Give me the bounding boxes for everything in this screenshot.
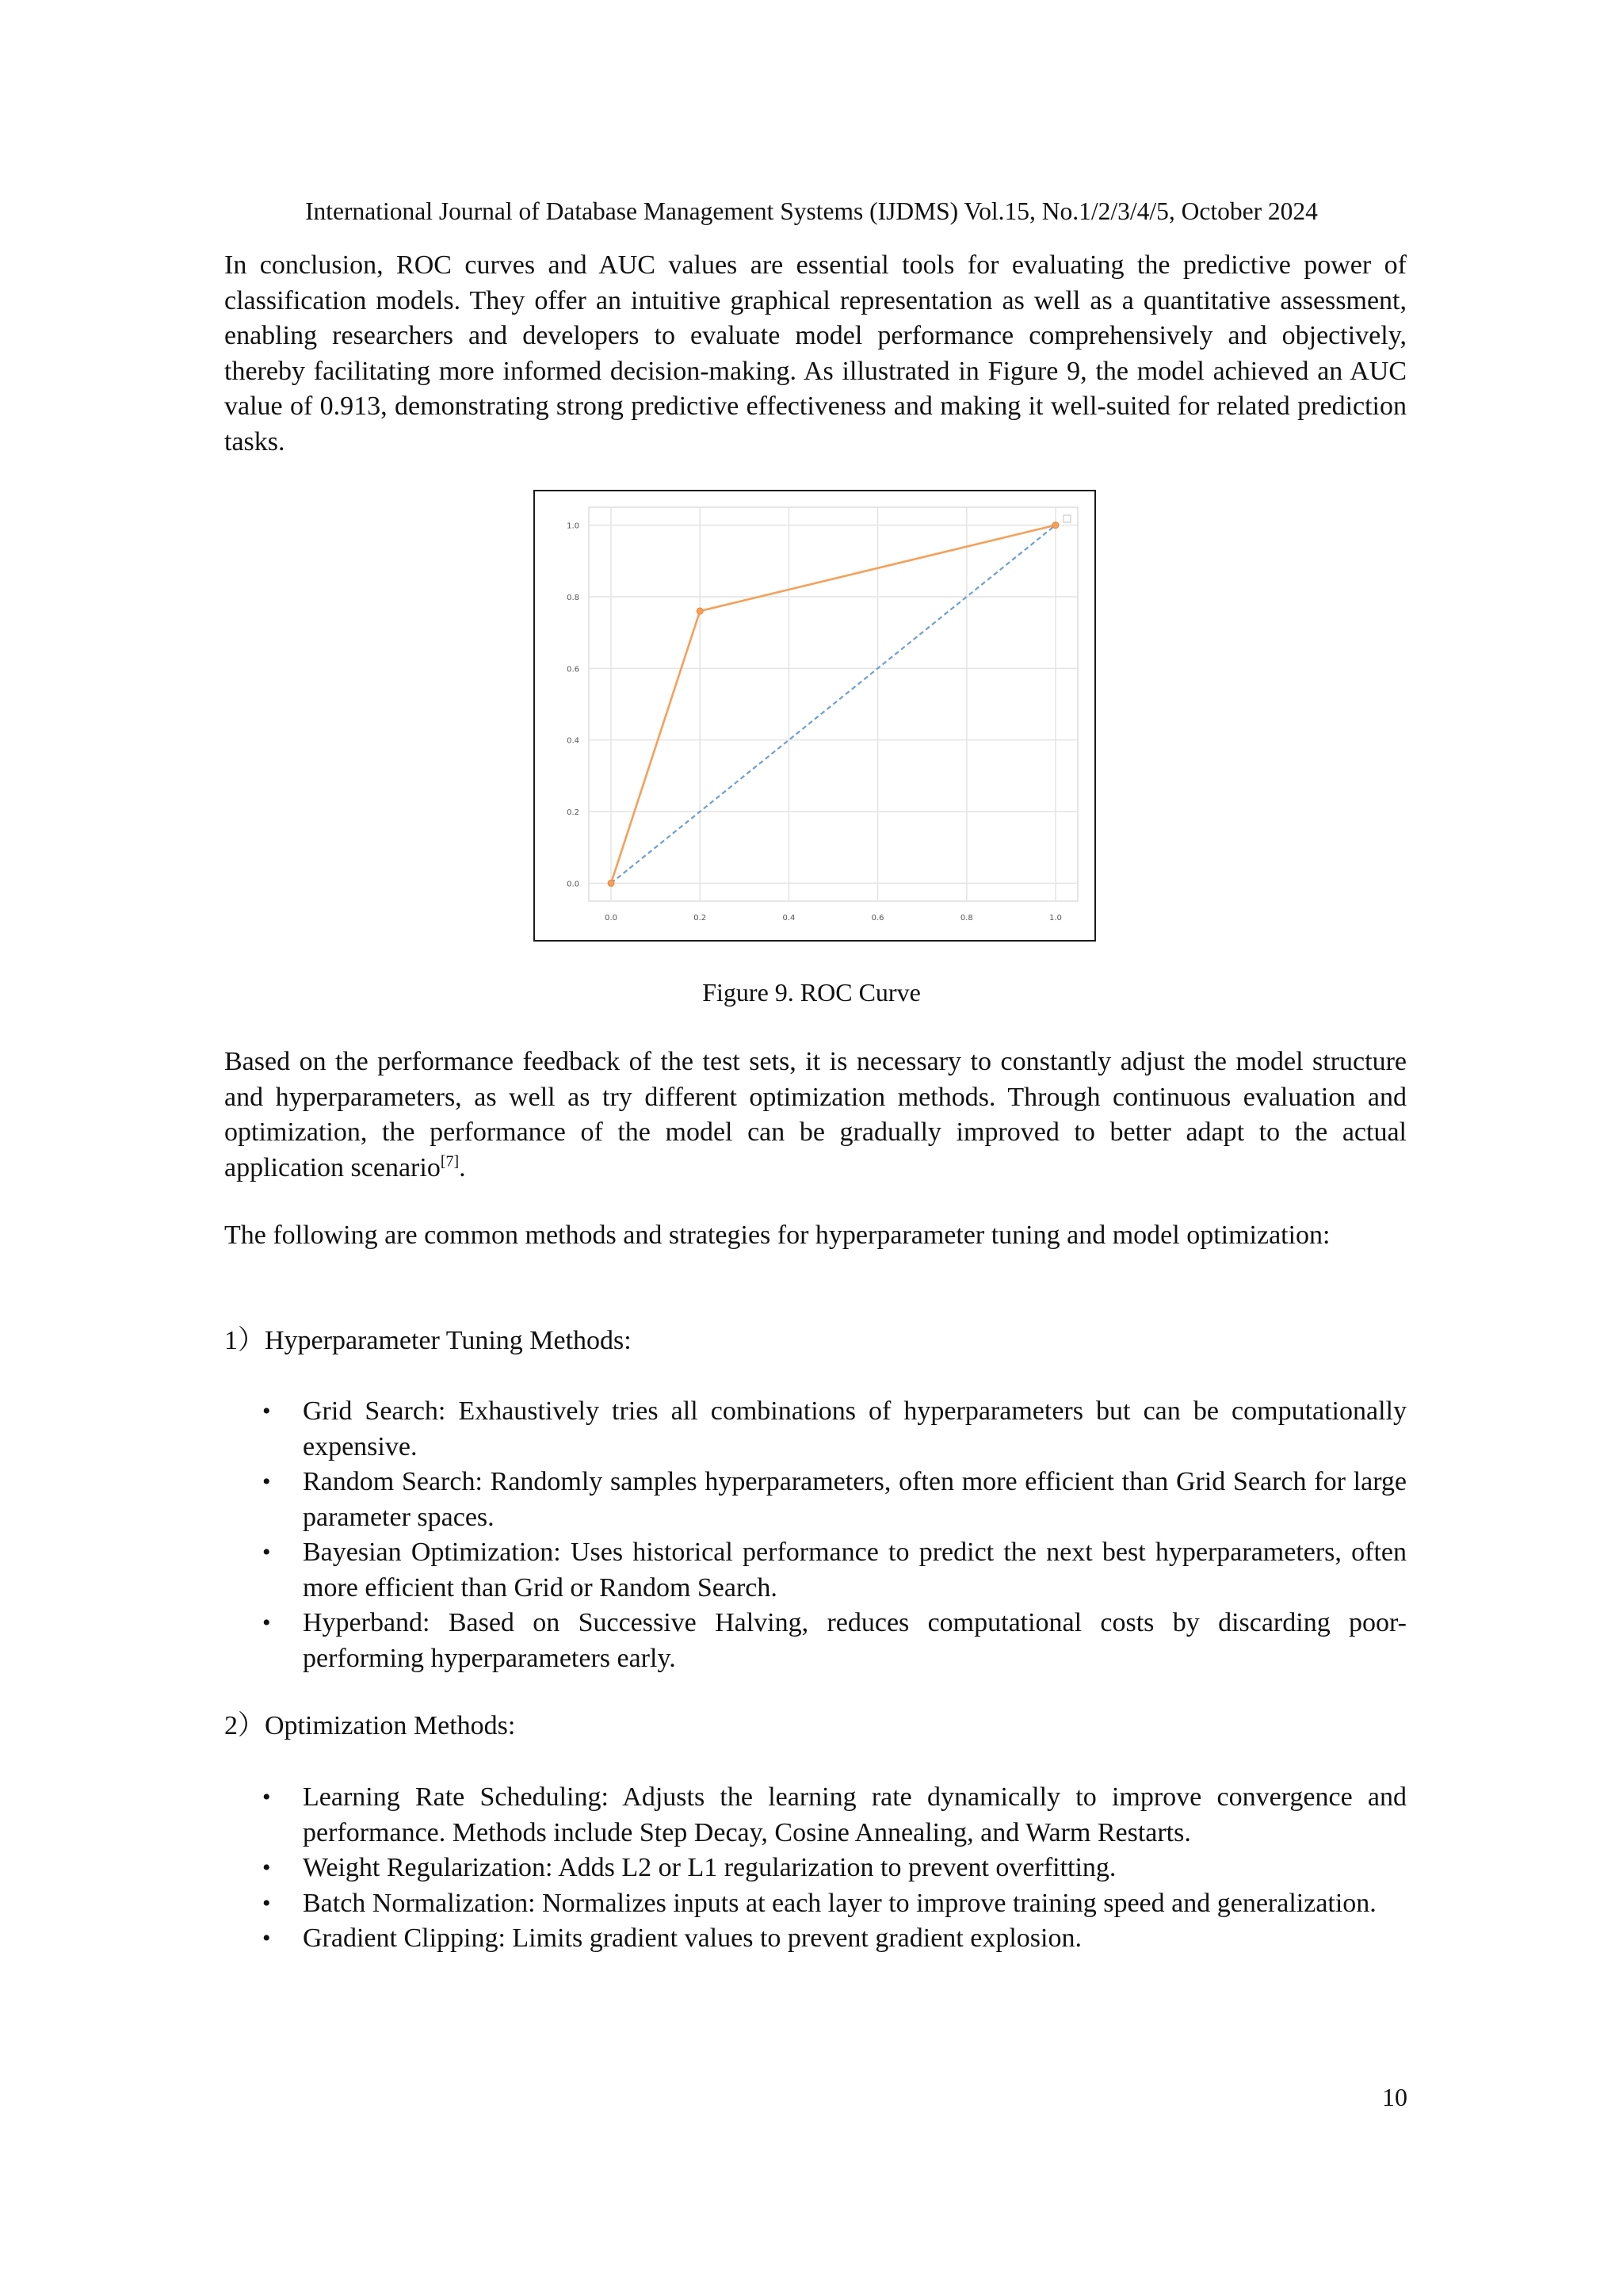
bullet-icon: • [262, 1610, 271, 1636]
list-item-text: Bayesian Optimization: Uses historical performance to predict the next best hyperparameters, often more efficient than Grid or Random Search. [303, 1538, 1407, 1603]
citation-ref: [7] [440, 1152, 460, 1171]
y-tick-label: 0.8 [567, 593, 579, 602]
bullet-icon: • [262, 1784, 271, 1810]
list-item-text: Random Search: Randomly samples hyperparameters, often more efficient than Grid Search for large parameter spaces. [303, 1467, 1407, 1532]
paragraph-end-punct: . [459, 1152, 466, 1182]
bullet-icon: • [262, 1925, 271, 1951]
list-item [224, 1851, 1407, 1886]
legend-box [1064, 515, 1071, 522]
list-item [224, 1886, 1407, 1922]
bullet-icon: • [262, 1398, 271, 1424]
bullet-icon: • [262, 1469, 271, 1495]
y-tick-label: 0.2 [567, 808, 579, 818]
x-tick-label: 0.4 [782, 914, 796, 923]
list-item [224, 1394, 1407, 1465]
x-tick-label: 0.8 [960, 914, 973, 923]
list-item-text: Hyperband: Based on Successive Halving, reduces computational costs by discarding poor-performing hyperparameters early. [303, 1608, 1407, 1673]
roc-chart [535, 491, 1094, 939]
y-tick-label: 0.0 [567, 880, 579, 889]
list-item-text: Batch Normalization: Normalizes inputs at each layer to improve training speed and generalization. [303, 1888, 1377, 1918]
list-item [224, 1606, 1407, 1676]
data-point [1052, 522, 1059, 529]
bullet-icon: • [262, 1539, 271, 1565]
paragraph-roc-conclusion: In conclusion, ROC curves and AUC values are essential tools for evaluating the predictive power of classification models. They offer an intuitive graphical representation as well as a quantitative assessment, enabling researchers and developers to evaluate model performance comprehensively and objectively, thereby facilitating more informed decision-making. As illustrated in Figure 9, the model achieved an AUC value of 0.913, demonstrating strong predictive effectiveness and making it well-suited for related prediction tasks. [224, 250, 1407, 457]
list-item-text: Learning Rate Scheduling: Adjusts the learning rate dynamically to improve convergence and performance. Methods include Step Decay, Cosine Annealing, and Warm Restarts. [303, 1782, 1407, 1847]
paragraph-performance-feedback [224, 1045, 1407, 1186]
figure-caption: Figure 9. ROC Curve [702, 978, 921, 1007]
section2-heading: 2）Optimization Methods: [224, 1711, 516, 1740]
section2-list [224, 1780, 1407, 1957]
list-item-text: Gradient Clipping: Limits gradient values to prevent gradient explosion. [303, 1924, 1082, 1953]
list-item [224, 1780, 1407, 1851]
paragraph-methods-intro: The following are common methods and strategies for hyperparameter tuning and model optimization: [224, 1221, 1331, 1250]
paragraph-performance-text: Based on the performance feedback of the test sets, it is necessary to constantly adjust the model structure and hyperparameters, as well as try different optimization methods. Through continuous evaluation and optimization, the performance of the model can be gradually improved to better adapt to the actual application scenario [224, 1047, 1407, 1182]
bullet-icon: • [262, 1889, 271, 1916]
y-tick-label: 0.4 [567, 736, 579, 746]
page-number: 10 [1382, 2083, 1407, 2111]
x-tick-label: 0.0 [605, 914, 617, 923]
section1-heading: 1）Hyperparameter Tuning Methods: [224, 1326, 632, 1355]
list-item-text: Grid Search: Exhaustively tries all combinations of hyperparameters but can be computationally expensive. [303, 1396, 1407, 1461]
x-tick-label: 1.0 [1049, 914, 1062, 923]
data-point [697, 608, 703, 614]
y-tick-label: 1.0 [567, 521, 579, 531]
list-item [224, 1535, 1407, 1606]
list-item [224, 1921, 1407, 1957]
data-point [608, 880, 614, 886]
roc-figure [533, 490, 1096, 942]
x-tick-label: 0.2 [693, 914, 707, 923]
x-tick-label: 0.6 [871, 914, 884, 923]
list-item [224, 1465, 1407, 1535]
section1-list [224, 1394, 1407, 1676]
bullet-icon: • [262, 1855, 271, 1881]
y-tick-label: 0.6 [567, 665, 579, 674]
running-header: International Journal of Database Management Systems (IJDMS) Vol.15, No.1/2/3/4/5, October 2024 [305, 197, 1318, 225]
list-item-text: Weight Regularization: Adds L2 or L1 regularization to prevent overfitting. [303, 1853, 1117, 1882]
